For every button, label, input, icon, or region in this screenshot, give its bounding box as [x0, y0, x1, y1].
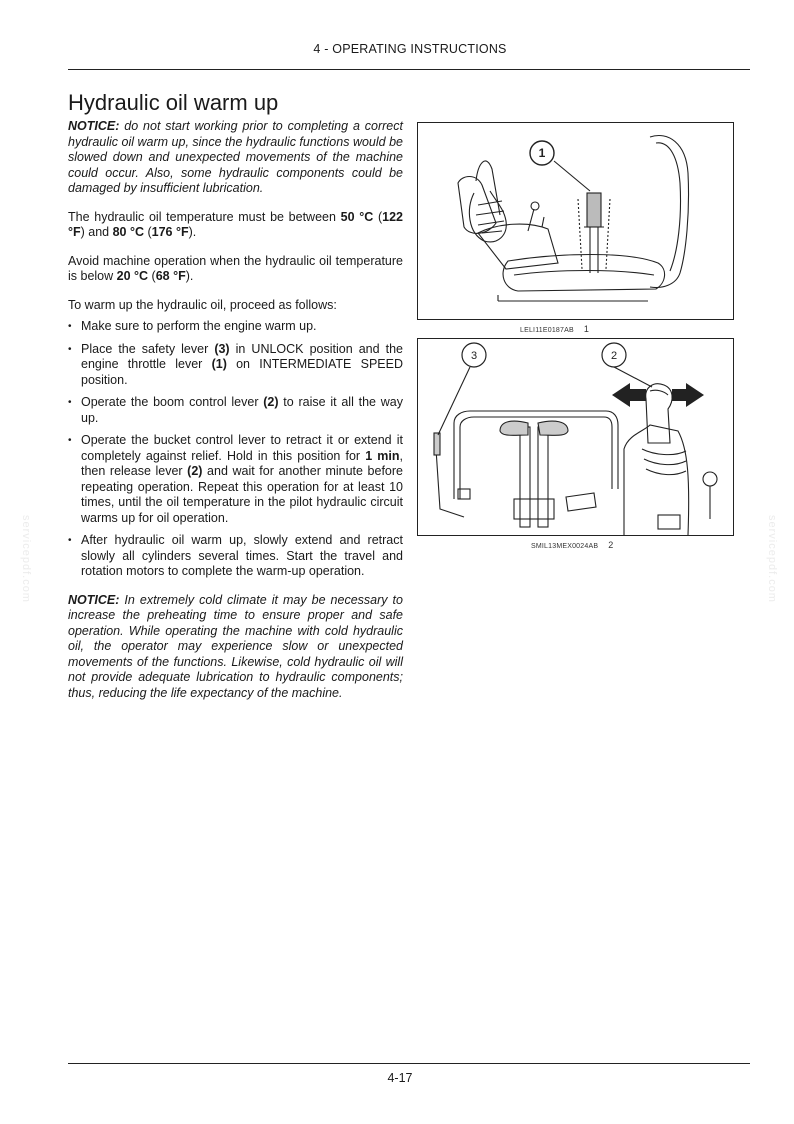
list-item — [68, 342, 403, 389]
text-run: , then release lever — [81, 448, 403, 478]
temperature-range-paragraph — [68, 210, 403, 241]
list-item — [68, 319, 403, 335]
watermark-right: servicepdf.com — [766, 515, 778, 603]
list-item — [68, 533, 403, 580]
minimum-temperature-paragraph — [68, 254, 403, 285]
duration-value: 1 min — [365, 448, 400, 463]
text-run: ( — [373, 209, 383, 224]
figure-throttle-lever — [417, 122, 734, 320]
throttle-lever-illustration — [418, 123, 733, 319]
page-number: 4-17 — [387, 1071, 413, 1085]
text-run: and wait for another minute before repeating operation. Repeat this operation for at least 10 times, until the oil temperature in the pilot hydraulic circuit warms up for oil operation. — [81, 464, 403, 525]
notice-label: NOTICE: — [68, 119, 120, 133]
notice-text: In extremely cold climate it may be necessary to increase the preheating time to ensure proper and safe operation. While operating the machine with cold hydraulic oil, the operator may experience slow or unexpected movements of the functions. Likewise, cold hydraulic oil will not provide adequate lubrication to hydraulic components; thus, reducing the life expectancy of the machine. — [68, 592, 403, 700]
reference-number: (3) — [214, 341, 230, 356]
figure-number: 1 — [583, 324, 590, 334]
text-run: on INTERMEDIATE SPEED position. — [81, 357, 403, 387]
temp-value: 68 °F — [155, 269, 186, 283]
header-rule — [68, 69, 750, 70]
list-item — [68, 395, 403, 426]
temp-value: 80 °C — [112, 225, 145, 239]
callout-1: 1 — [538, 146, 546, 160]
text-run: ). — [185, 269, 194, 283]
text-column — [68, 119, 403, 714]
text-run: ( — [148, 269, 156, 283]
figure-code: LELI11E0187AB — [520, 327, 574, 334]
text-run: Place the safety lever — [81, 341, 215, 356]
page-title: Hydraulic oil warm up — [68, 90, 279, 115]
figure-code: SMIL13MEX0024AB — [531, 543, 599, 550]
footer-rule — [68, 1063, 750, 1064]
figure-number: 2 — [608, 540, 614, 550]
list-item — [68, 433, 403, 526]
figure-caption-1 — [520, 324, 589, 334]
text-run: to raise it all the way up. — [81, 395, 403, 425]
text-run: After hydraulic oil warm up, slowly extend and retract slowly all cylinders several times. Start the travel and rotation motors to complete the warm-up operation. — [81, 533, 403, 578]
reference-number: (2) — [187, 464, 203, 478]
notice-paragraph — [68, 119, 403, 197]
procedure-intro: To warm up the hydraulic oil, proceed as follows: — [68, 297, 337, 312]
text-run: Operate the bucket control lever to retract it or extend it completely against relief. Hold in this position for — [81, 433, 403, 463]
header-section-title: 4 - OPERATING INSTRUCTIONS — [313, 42, 507, 56]
text-run: Operate the boom control lever — [81, 395, 264, 409]
text-run: The hydraulic oil temperature must be between — [68, 209, 341, 224]
procedure-steps — [68, 319, 403, 580]
watermark-left: servicepdf.com — [20, 515, 32, 603]
text-run: ). — [188, 225, 197, 239]
callout-2: 2 — [610, 350, 618, 362]
text-run: Avoid machine operation when the hydraulic oil temperature is below — [68, 253, 403, 283]
text-run: ) and — [80, 225, 113, 239]
temp-value: 122 °F — [68, 209, 404, 239]
text-run: in UNLOCK position and the engine throttle lever — [81, 341, 403, 371]
reference-number: (1) — [211, 357, 227, 371]
notice-label: NOTICE: — [68, 592, 120, 607]
callout-3: 3 — [470, 350, 478, 362]
text-run: Make sure to perform the engine warm up. — [81, 319, 317, 333]
text-run: ( — [144, 225, 152, 239]
notice-paragraph-cold-climate — [68, 593, 403, 702]
notice-text: do not start working prior to completing a correct hydraulic oil warm up, since the hydraulic functions would be slowed down and unexpected movements of the machine could occur. Also, some hydraulic components could be damaged by insufficient lubrication. — [68, 119, 403, 195]
temp-value: 20 °C — [116, 269, 149, 283]
temp-value: 176 °F — [151, 225, 189, 239]
figure-control-levers — [417, 338, 734, 536]
figure-caption-2 — [531, 540, 613, 550]
temp-value: 50 °C — [340, 209, 374, 224]
control-levers-illustration — [418, 339, 733, 535]
reference-number: (2) — [263, 395, 279, 409]
